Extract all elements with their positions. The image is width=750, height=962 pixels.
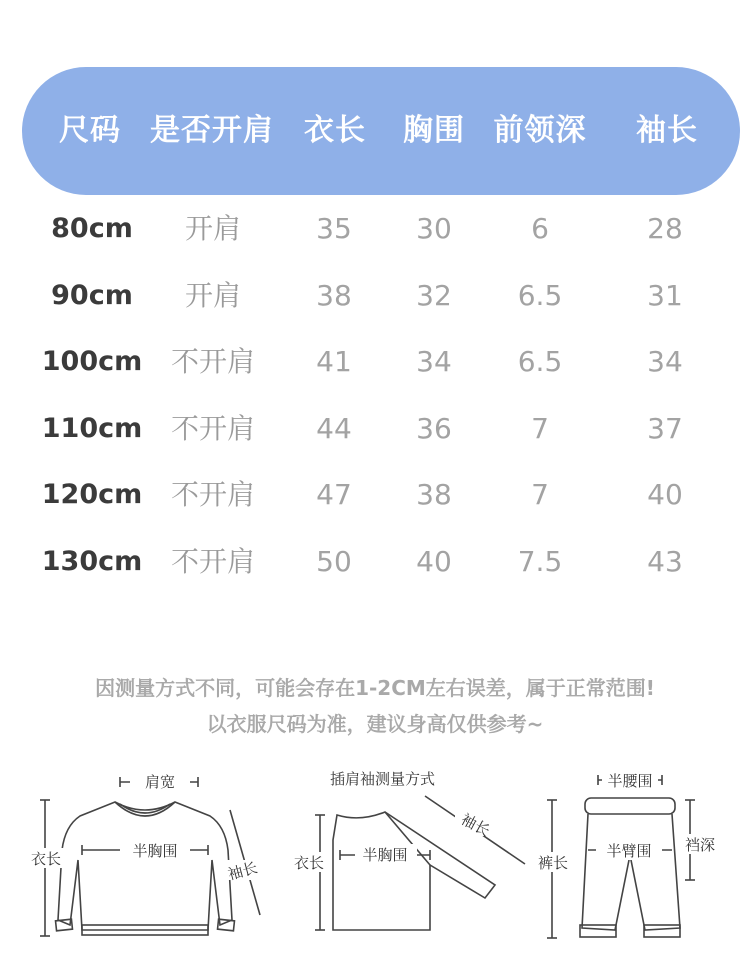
table-row bbox=[0, 465, 750, 525]
chest-cell: 30 bbox=[416, 212, 452, 245]
pants-waistband bbox=[585, 798, 675, 814]
half-chest-label: 半胸围 bbox=[132, 842, 178, 860]
length-cell: 47 bbox=[316, 478, 352, 511]
open-shoulder-cell: 不开肩 bbox=[170, 345, 256, 378]
sleeve-cell: 28 bbox=[647, 212, 683, 245]
header-neck-depth: 前领深 bbox=[493, 113, 587, 148]
sleeve-cell: 37 bbox=[647, 412, 683, 445]
body-length-label: 衣长 bbox=[30, 850, 62, 868]
half-waist-label: 半腰围 bbox=[607, 772, 653, 790]
size-table-header bbox=[22, 67, 740, 195]
table-row bbox=[0, 332, 750, 392]
size-cell: 90cm bbox=[51, 280, 133, 311]
sleeve-cell: 31 bbox=[647, 279, 683, 312]
size-cell: 100cm bbox=[41, 346, 143, 377]
chest-cell: 40 bbox=[416, 545, 452, 578]
neck-depth-cell: 6.5 bbox=[517, 279, 563, 312]
pants-diagram bbox=[530, 760, 745, 950]
header-open-shoulder: 是否开肩 bbox=[150, 113, 274, 148]
neck-depth-cell: 7 bbox=[531, 478, 549, 511]
raglan-measure-title: 插肩袖测量方式 bbox=[330, 770, 436, 788]
shoulder-width-label: 肩宽 bbox=[144, 773, 176, 791]
table-row bbox=[0, 532, 750, 592]
open-shoulder-cell: 开肩 bbox=[184, 279, 242, 312]
chest-cell: 34 bbox=[416, 345, 452, 378]
sweater-collar bbox=[115, 802, 175, 816]
neck-depth-cell: 7.5 bbox=[517, 545, 563, 578]
pants-length-label: 裤长 bbox=[537, 854, 569, 872]
neck-depth-cell: 6.5 bbox=[517, 345, 563, 378]
table-row bbox=[0, 199, 750, 259]
open-shoulder-cell: 不开肩 bbox=[170, 412, 256, 445]
length-cell: 50 bbox=[316, 545, 352, 578]
raglan-diagram bbox=[285, 760, 535, 950]
table-row bbox=[0, 399, 750, 459]
header-chest: 胸围 bbox=[403, 113, 465, 148]
header-length: 衣长 bbox=[304, 113, 366, 148]
raglan-length-label: 衣长 bbox=[293, 854, 325, 872]
chest-cell: 32 bbox=[416, 279, 452, 312]
neck-depth-cell: 7 bbox=[531, 412, 549, 445]
header-size: 尺码 bbox=[59, 113, 121, 148]
length-cell: 35 bbox=[316, 212, 352, 245]
size-cell: 80cm bbox=[51, 213, 133, 244]
size-cell: 130cm bbox=[41, 546, 143, 577]
chest-cell: 36 bbox=[416, 412, 452, 445]
rise-label: 裆深 bbox=[684, 836, 716, 854]
open-shoulder-cell: 不开肩 bbox=[170, 545, 256, 578]
header-sleeve: 袖长 bbox=[636, 113, 698, 148]
open-shoulder-cell: 不开肩 bbox=[170, 478, 256, 511]
chest-cell: 38 bbox=[416, 478, 452, 511]
measurement-note-line1: 因测量方式不同，可能会存在1-2CM左右误差，属于正常范围! bbox=[95, 676, 655, 700]
half-thigh-label: 半臂围 bbox=[606, 842, 652, 860]
size-cell: 110cm bbox=[41, 413, 143, 444]
sleeve-cell: 40 bbox=[647, 478, 683, 511]
measurement-note-line2: 以衣服尺码为准，建议身高仅供参考~ bbox=[206, 712, 544, 736]
size-cell: 120cm bbox=[41, 479, 143, 510]
raglan-half-chest-label: 半胸围 bbox=[362, 846, 408, 864]
open-shoulder-cell: 开肩 bbox=[184, 212, 242, 245]
raglan-sleeve-label: 袖长 bbox=[457, 810, 493, 841]
length-cell: 38 bbox=[316, 279, 352, 312]
sleeve-length-label: 袖长 bbox=[225, 858, 260, 884]
sweater-outline bbox=[58, 802, 232, 930]
pants-outline bbox=[582, 814, 680, 930]
neck-depth-cell: 6 bbox=[531, 212, 549, 245]
sleeve-cell: 34 bbox=[647, 345, 683, 378]
length-cell: 44 bbox=[316, 412, 352, 445]
table-row bbox=[0, 266, 750, 326]
sleeve-cell: 43 bbox=[647, 545, 683, 578]
sweater-diagram bbox=[20, 760, 270, 950]
length-cell: 41 bbox=[316, 345, 352, 378]
